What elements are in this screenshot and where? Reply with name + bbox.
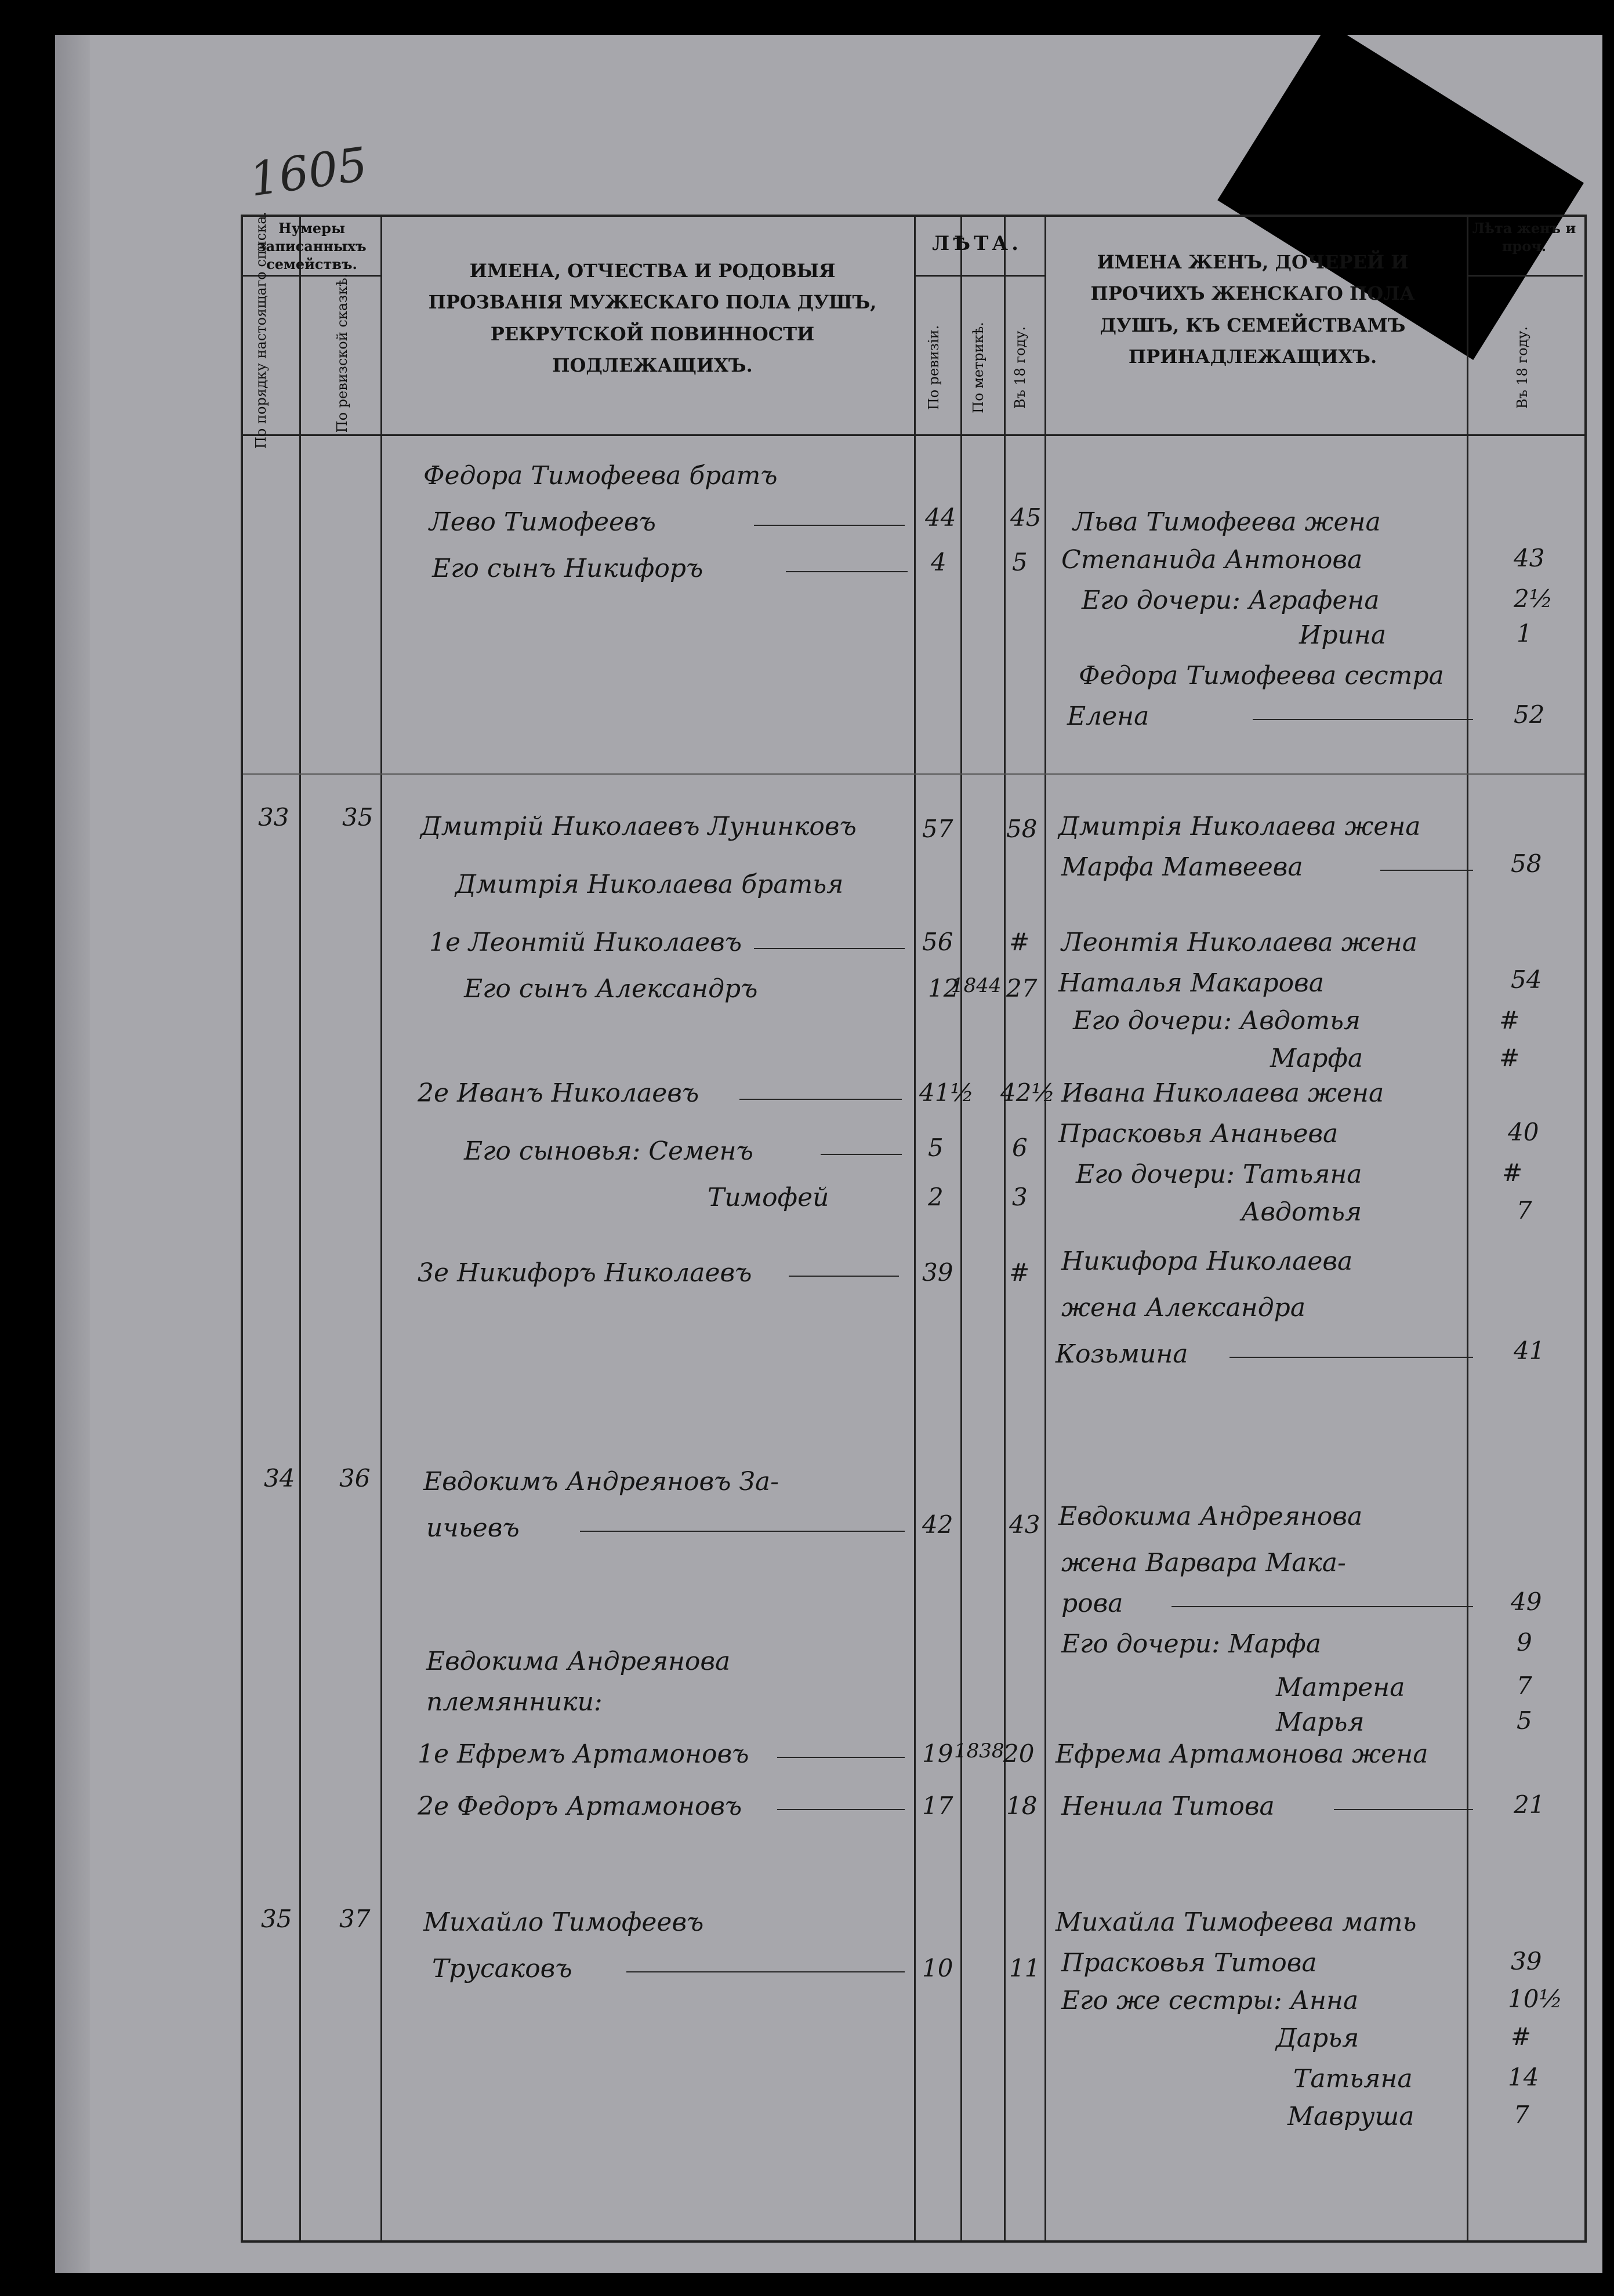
age-revision: 4 <box>931 548 946 576</box>
female-name: Прасковья Титова <box>1061 1948 1317 1978</box>
female-age: 21 <box>1514 1790 1545 1819</box>
female-name: Дмитрія Николаева жена <box>1058 812 1421 841</box>
age-year: 20 <box>1003 1739 1035 1768</box>
female-age: # <box>1502 1158 1523 1187</box>
age-revision: 5 <box>928 1134 944 1162</box>
female-age: 43 <box>1514 544 1545 572</box>
age-year: 3 <box>1012 1183 1028 1211</box>
female-age: 7 <box>1514 2101 1529 2129</box>
female-age: 39 <box>1511 1947 1542 1975</box>
page-edge <box>55 35 90 2273</box>
male-name: 3е Никифоръ Николаевъ <box>418 1258 752 1288</box>
female-name: Татьяна <box>1293 2064 1413 2094</box>
male-name: Дмитрія Николаева братья <box>455 870 844 899</box>
revision-number: 36 <box>339 1464 371 1492</box>
female-name: Его дочери: Авдотья <box>1073 1006 1361 1036</box>
female-name: Прасковья Ананьева <box>1058 1119 1339 1149</box>
female-age: 10½ <box>1508 1985 1563 2013</box>
female-name: Матрена <box>1276 1673 1405 1702</box>
female-age: 9 <box>1517 1628 1532 1656</box>
male-name: 2е Федоръ Артамоновъ <box>418 1792 742 1821</box>
male-name: 2е Иванъ Николаевъ <box>418 1078 699 1108</box>
age-revision: 17 <box>922 1792 953 1820</box>
header-by-metric: По метрикѣ. <box>970 322 986 413</box>
female-name: Марфа <box>1270 1044 1363 1073</box>
female-age: 52 <box>1514 700 1545 729</box>
female-name: Льва Тимофеева жена <box>1073 507 1381 537</box>
age-year: 43 <box>1009 1510 1040 1539</box>
female-name: Его же сестры: Анна <box>1061 1986 1359 2015</box>
age-year: 27 <box>1006 974 1038 1002</box>
male-name: Его сынъ Александръ <box>464 974 758 1004</box>
male-name: Евдокима Андреянова <box>426 1647 731 1676</box>
header-revision-tale: По ревизской сказкѣ. <box>334 273 350 433</box>
header-by-revision: По ревизіи. <box>926 325 942 410</box>
age-year: 5 <box>1012 548 1028 576</box>
female-age: 54 <box>1511 965 1542 994</box>
female-name: Елена <box>1067 702 1149 731</box>
age-year: 6 <box>1012 1134 1028 1162</box>
female-name: жена Александра <box>1061 1293 1306 1323</box>
age-revision: 10 <box>922 1954 953 1982</box>
female-name: Ненила Титова <box>1061 1792 1275 1821</box>
female-name: Федора Тимофеева сестра <box>1079 661 1444 691</box>
family-number: 35 <box>261 1905 292 1933</box>
female-name: Ивана Николаева жена <box>1061 1078 1384 1108</box>
male-name: 1е Ефремъ Артамоновъ <box>418 1739 749 1769</box>
female-age: # <box>1499 1044 1520 1072</box>
female-name: Степанида Антонова <box>1061 545 1363 575</box>
female-name: Михайла Тимофеева мать <box>1056 1908 1417 1937</box>
male-name: племянники: <box>426 1687 603 1717</box>
male-name: Трусаковъ <box>432 1954 572 1983</box>
female-name: Евдокима Андреянова <box>1058 1502 1363 1531</box>
header-family-numbers: Нумеры записанныхъ семействъ. <box>257 220 367 273</box>
male-name: Лево Тимофеевъ <box>429 507 656 537</box>
male-name: Его сынъ Никифоръ <box>432 554 703 583</box>
male-name: Михайло Тимофеевъ <box>423 1908 704 1937</box>
female-name: Марья <box>1276 1708 1365 1737</box>
age-revision: 56 <box>922 928 953 956</box>
page-number: 1605 <box>246 137 371 207</box>
header-male-names: ИМЕНА, ОТЧЕСТВА И РОДОВЫЯ ПРОЗВАНІЯ МУЖЕСКАГО ПОЛА ДУШЪ, РЕКРУТСКОЙ ПОВИННОСТИ ПОДЛЕЖАЩИХЪ. <box>428 260 877 377</box>
female-name: Никифора Николаева <box>1061 1247 1353 1276</box>
female-name: Ирина <box>1299 620 1387 650</box>
age-metric: 1844 <box>951 974 1002 997</box>
female-age: 5 <box>1517 1706 1532 1735</box>
revision-number: 35 <box>342 803 373 831</box>
female-name: рова <box>1061 1589 1123 1618</box>
female-age: 2½ <box>1514 584 1553 613</box>
female-age: 41 <box>1514 1336 1545 1365</box>
female-name: Мавруша <box>1287 2102 1414 2131</box>
age-revision: 12 <box>928 974 959 1002</box>
header-leta: ЛѢТА. <box>932 232 1022 255</box>
female-age: 7 <box>1517 1672 1532 1700</box>
female-name: Авдотья <box>1241 1197 1362 1227</box>
family-number: 33 <box>258 803 289 831</box>
age-revision: 44 <box>925 503 956 532</box>
female-name: Леонтія Николаева жена <box>1061 928 1418 957</box>
female-age: 14 <box>1508 2063 1539 2091</box>
male-name: ичьевъ <box>426 1513 520 1543</box>
age-revision: 42 <box>922 1510 953 1539</box>
female-age: 40 <box>1508 1118 1539 1146</box>
age-revision: 41½ <box>919 1078 974 1107</box>
age-metric: 1838 <box>954 1739 1004 1763</box>
age-year: 45 <box>1010 503 1042 532</box>
male-name: Тимофей <box>708 1183 829 1212</box>
age-year: # <box>1009 1258 1030 1287</box>
male-name: Федора Тимофеева братъ <box>423 461 778 491</box>
age-revision: 19 <box>922 1739 953 1768</box>
age-year: # <box>1009 928 1030 956</box>
female-name: Наталья Макарова <box>1058 968 1324 998</box>
age-revision: 39 <box>922 1258 953 1287</box>
header-female-names: ИМЕНА ЖЕНЪ, ДОЧЕРЕЙ И ПРОЧИХЪ ЖЕНСКАГО ПОЛА ДУШЪ, КЪ СЕМЕЙСТВАМЪ ПРИНАДЛЕЖАЩИХЪ. <box>1090 251 1415 368</box>
male-name: Дмитрій Николаевъ Лунинковъ <box>420 812 857 841</box>
age-year: 42½ <box>1000 1078 1056 1107</box>
female-age: 7 <box>1517 1196 1532 1225</box>
female-name: Его дочери: Татьяна <box>1076 1160 1362 1189</box>
age-year: 18 <box>1006 1792 1038 1820</box>
female-age: 58 <box>1511 849 1542 878</box>
female-age: # <box>1511 2022 1532 2051</box>
age-year: 58 <box>1006 815 1038 843</box>
female-age: 1 <box>1517 619 1532 648</box>
female-name: Марфа Матвеева <box>1061 852 1303 882</box>
female-name: Козьмина <box>1056 1339 1188 1369</box>
age-revision: 2 <box>928 1183 944 1211</box>
female-name: жена Варвара Мака- <box>1061 1548 1346 1578</box>
female-name: Его дочери: Марфа <box>1061 1629 1322 1659</box>
header-list-order: По порядку настоящаго списка. <box>253 211 269 449</box>
revision-number: 37 <box>339 1905 371 1933</box>
male-name: Его сыновья: Семенъ <box>464 1136 753 1166</box>
header-in-year: Въ 18 году. <box>1012 326 1028 409</box>
male-name: Евдокимъ Андреяновъ За- <box>423 1467 779 1496</box>
female-name: Ефрема Артамонова жена <box>1056 1739 1428 1769</box>
age-year: 11 <box>1009 1954 1040 1982</box>
header-female-ages: Лѣта женъ и проч. <box>1472 220 1576 255</box>
female-name: Его дочери: Аграфена <box>1082 586 1380 615</box>
family-number: 34 <box>264 1464 295 1492</box>
female-name: Дарья <box>1276 2023 1359 2053</box>
age-revision: 57 <box>922 815 953 843</box>
header-female-in-year: Въ 18 году. <box>1514 326 1530 409</box>
female-age: # <box>1499 1006 1520 1034</box>
male-name: 1е Леонтій Николаевъ <box>429 928 742 957</box>
female-age: 49 <box>1511 1587 1542 1616</box>
